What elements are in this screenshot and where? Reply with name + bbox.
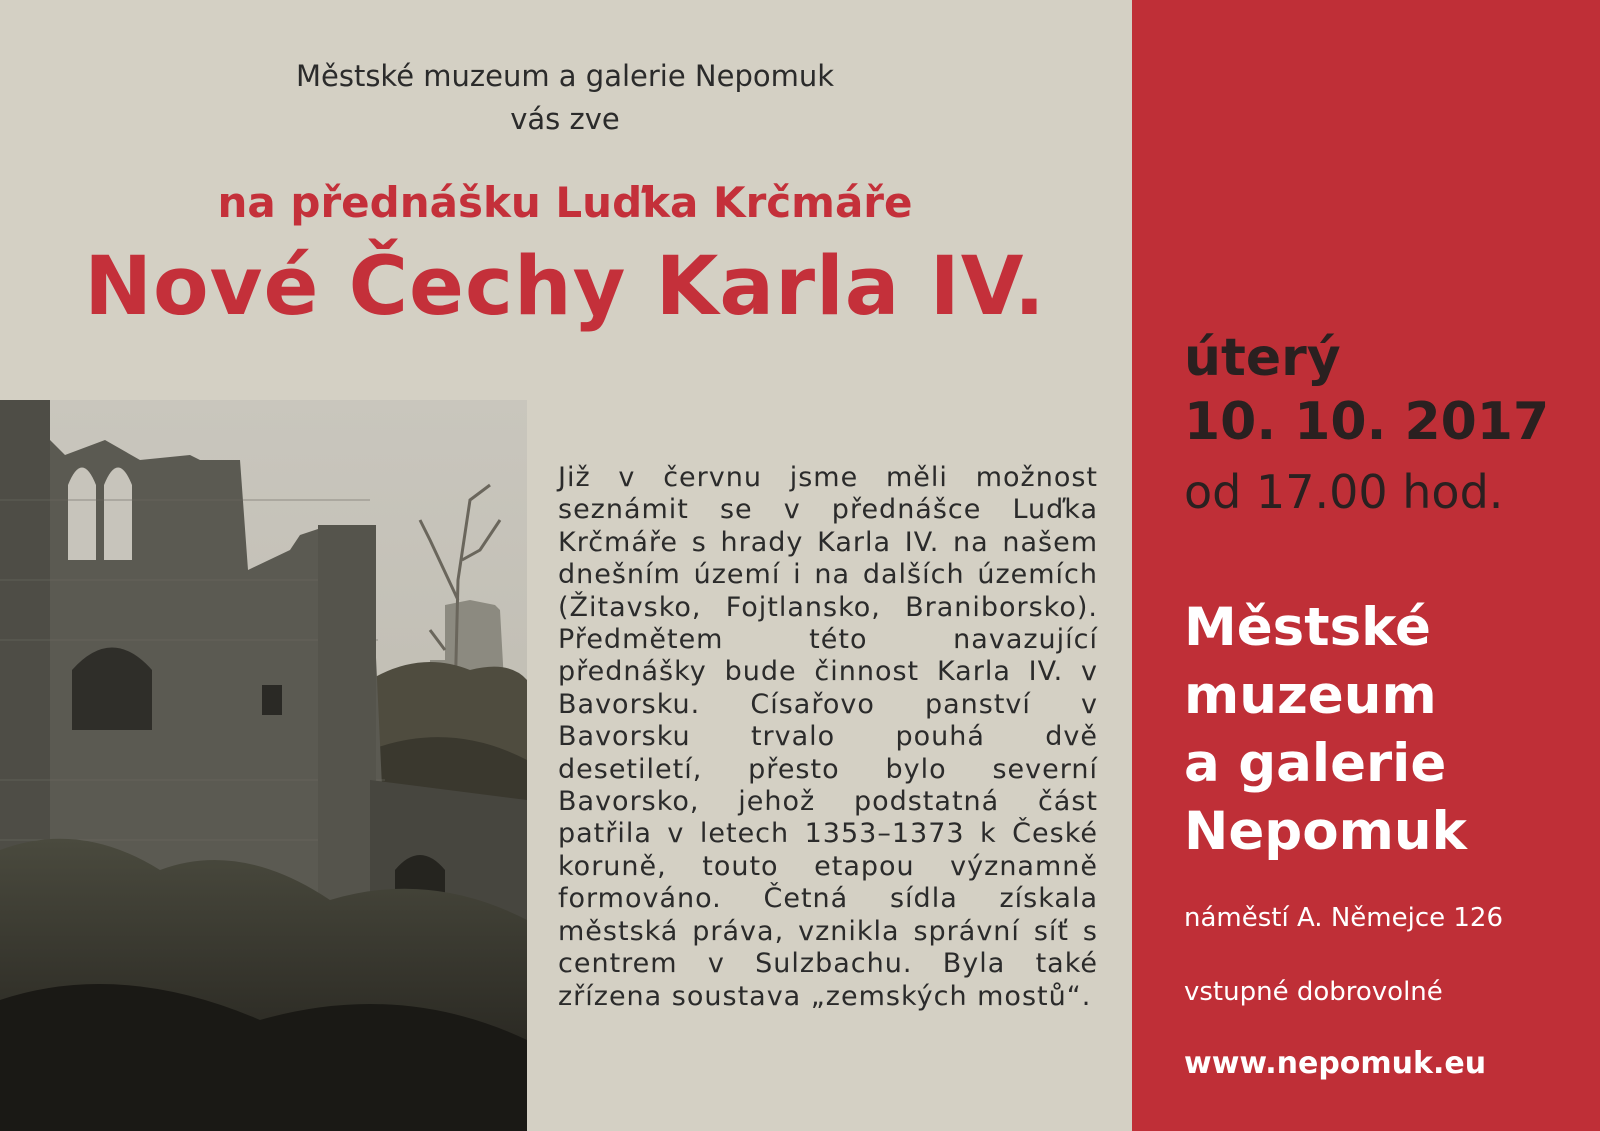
event-time: od 17.00 hod. (1184, 465, 1504, 519)
admission-info: vstupné dobrovolné (1184, 977, 1443, 1007)
venue-address: náměstí A. Němejce 126 (1184, 903, 1503, 933)
castle-ruin-photo (0, 400, 527, 1131)
website-link[interactable]: www.nepomuk.eu (1184, 1046, 1487, 1081)
event-day: úterý (1184, 328, 1341, 388)
lecture-description: Již v červnu jsme měli možnost seznámit se v přednášce Luďka Krčmáře s hrady Karla IV. na našem dnešním území i na dalších územích (Žitavsko, Fojtlansko, Braniborsko). Předmětem této navazující přednášky bude činnost Karla IV. v Bavorsku. Císařovo panství v Bavorsku trvalo pouhá dvě desetiletí, přesto bylo severní Bavorsko, jehož podstatná část patřila v letech 1353–1373 k České koruně, touto etapou významně formováno. Četná sídla získala městská práva, vznikla správní síť s centrem v Sulzbachu. Byla také zřízena soustava „zemských mostů“. (558, 462, 1098, 1012)
invite-text: vás zve (510, 102, 620, 136)
lecture-subtitle: na přednášku Luďka Krčmáře (217, 178, 913, 227)
venue-line-3: a galerie (1184, 733, 1447, 794)
venue-line-4: Nepomuk (1184, 801, 1467, 862)
venue-line-2: muzeum (1184, 665, 1437, 726)
venue-name (1184, 594, 1584, 866)
venue-line-1: Městské (1184, 597, 1431, 658)
right-panel (1132, 0, 1600, 1131)
organizer-name: Městské muzeum a galerie Nepomuk (295, 59, 835, 93)
event-date: 10. 10. 2017 (1184, 392, 1550, 452)
lecture-title: Nové Čechy Karla IV. (84, 240, 1046, 334)
